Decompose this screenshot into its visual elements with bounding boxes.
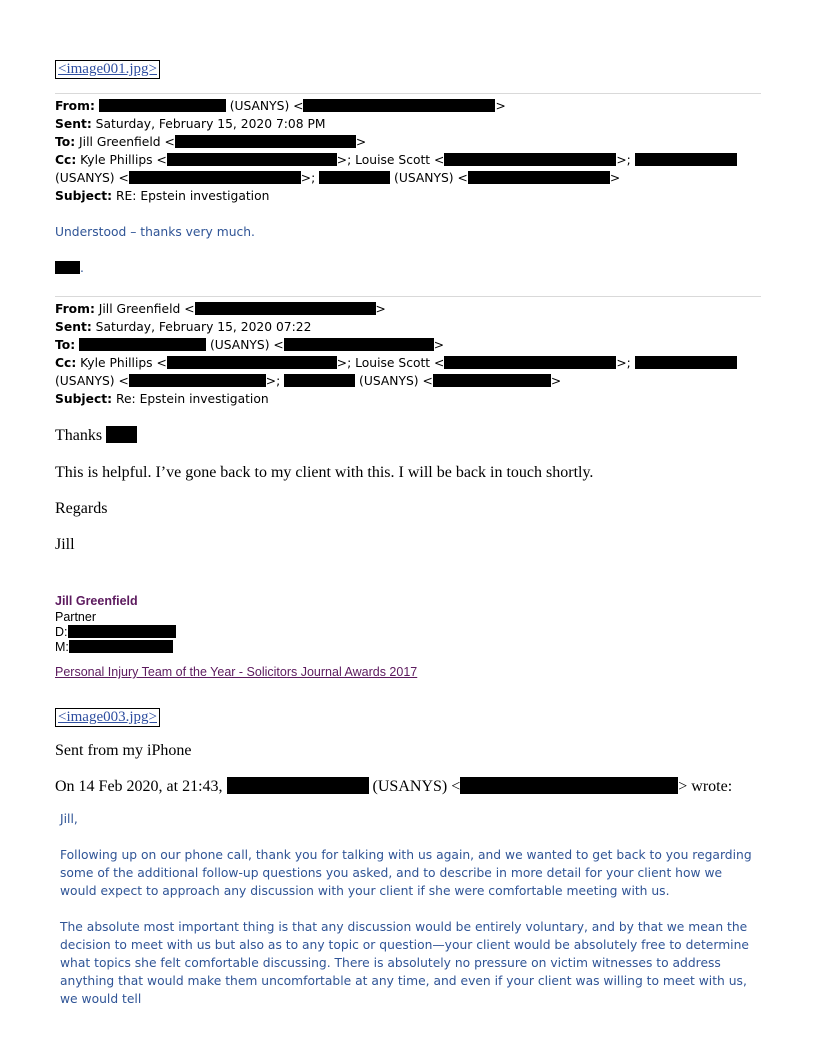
sent-value: Saturday, February 15, 2020 7:08 PM xyxy=(91,117,326,131)
redaction xyxy=(99,99,226,112)
cc-text: >; xyxy=(616,356,635,370)
email2-to-line xyxy=(55,336,444,354)
quoted-salutation: Jill, xyxy=(60,812,78,826)
greeting-text: Thanks xyxy=(55,427,107,444)
to-org: (USANYS) < xyxy=(206,338,284,352)
redaction xyxy=(319,171,390,184)
email1-cc-line-2 xyxy=(55,169,620,187)
cc-text: (USANYS) < xyxy=(355,374,433,388)
redaction xyxy=(79,338,206,351)
signoff-suffix: . xyxy=(80,261,84,275)
award-link[interactable]: Personal Injury Team of the Year - Solicitors Journal Awards 2017 xyxy=(55,665,418,679)
cc-text: >; xyxy=(265,374,285,388)
email1-cc-line xyxy=(55,151,737,169)
email1-body: Understood – thanks very much. xyxy=(55,225,255,239)
attachment-image003-link[interactable]: <image003.jpg> xyxy=(55,708,160,727)
redaction xyxy=(55,261,80,274)
to-label: To: xyxy=(55,135,76,149)
direct-label: D: xyxy=(55,625,68,639)
subject-label: Subject: xyxy=(55,189,113,203)
subject-value: RE: Epstein investigation xyxy=(112,189,270,203)
header-divider xyxy=(55,296,761,297)
sent-label: Sent: xyxy=(55,117,92,131)
redaction xyxy=(167,356,337,369)
to-close: > xyxy=(433,338,445,352)
signature-mobile-line xyxy=(55,640,173,655)
redaction xyxy=(129,171,301,184)
sent-from-iphone: Sent from my iPhone xyxy=(55,742,192,759)
cc-text: >; Louise Scott < xyxy=(336,356,445,370)
subject-value: Re: Epstein investigation xyxy=(112,392,269,406)
redaction xyxy=(635,153,737,166)
cc-text: (USANYS) < xyxy=(55,374,129,388)
quoted-intro-suffix: > wrote: xyxy=(678,778,733,795)
cc-label: Cc: xyxy=(55,153,77,167)
redaction xyxy=(129,374,266,387)
redaction xyxy=(195,302,376,315)
email2-sent-line xyxy=(55,318,311,336)
email1-sent-line xyxy=(55,115,326,133)
quoted-intro-line xyxy=(55,777,732,796)
from-close: > xyxy=(375,302,386,316)
cc-text: >; Louise Scott < xyxy=(336,153,445,167)
signature-direct-line xyxy=(55,625,176,640)
email2-cc-line xyxy=(55,354,737,372)
redaction xyxy=(68,625,176,638)
cc-label: Cc: xyxy=(55,356,77,370)
from-org: (USANYS) < xyxy=(225,99,304,113)
cc-text: >; xyxy=(616,153,635,167)
quoted-paragraph-1: Following up on our phone call, thank you for talking with us again, and we wanted to get back to you regarding some of the additional follow-up questions you asked, and to describe in more detail for your client how we would expect to approach any discussion with your client if she were comfortable meeting with us. xyxy=(60,848,752,898)
header-divider xyxy=(55,93,761,94)
cc-text: (USANYS) < xyxy=(55,171,129,185)
redaction xyxy=(444,153,616,166)
email2-body: This is helpful. I’ve gone back to my client with this. I will be back in touch shortly. xyxy=(55,464,594,481)
signature-title: Partner xyxy=(55,610,96,624)
email1-from-line xyxy=(55,97,506,115)
redaction xyxy=(227,777,369,794)
email1-signoff xyxy=(55,259,84,277)
quoted-intro-prefix: On 14 Feb 2020, at 21:43, xyxy=(55,778,227,795)
from-close: > xyxy=(495,99,506,113)
mobile-label: M: xyxy=(55,640,69,654)
cc-text: >; xyxy=(300,171,320,185)
from-label: From: xyxy=(55,99,95,113)
redaction xyxy=(106,426,137,443)
redaction xyxy=(69,640,173,653)
email2-regards: Regards xyxy=(55,500,108,517)
cc-text: Kyle Phillips < xyxy=(76,153,167,167)
subject-label: Subject: xyxy=(55,392,113,406)
email2-greeting xyxy=(55,426,137,445)
redaction xyxy=(444,356,616,369)
email2-cc-line-2 xyxy=(55,372,561,390)
quoted-intro-org: (USANYS) < xyxy=(368,778,461,795)
redaction xyxy=(175,135,356,148)
email1-to-line xyxy=(55,133,366,151)
redaction xyxy=(167,153,337,166)
cc-text: (USANYS) < xyxy=(390,171,468,185)
email1-subject-line xyxy=(55,187,269,205)
sent-value: Saturday, February 15, 2020 07:22 xyxy=(91,320,312,334)
redaction xyxy=(635,356,737,369)
quoted-paragraph-2: The absolute most important thing is that any discussion would be entirely voluntary, and by that we mean the decision to meet with us but also as to any topic or question—your client would be absolutely free to determine what topics she felt comfortable discussing. There is absolutely no pressure on victim witnesses to address anything that would make them uncomfortable at any time, and even if your client was willing to meet with us, we would tell xyxy=(60,920,749,1006)
signature-name: Jill Greenfield xyxy=(55,594,138,608)
redaction xyxy=(468,171,610,184)
to-value: Jill Greenfield < xyxy=(75,135,175,149)
to-label: To: xyxy=(55,338,76,352)
email2-subject-line xyxy=(55,390,269,408)
redaction xyxy=(433,374,551,387)
cc-text: > xyxy=(550,374,562,388)
cc-text: Kyle Phillips < xyxy=(76,356,167,370)
email2-name: Jill xyxy=(55,536,75,553)
sent-label: Sent: xyxy=(55,320,92,334)
cc-text: > xyxy=(609,171,621,185)
from-value: Jill Greenfield < xyxy=(94,302,195,316)
redaction xyxy=(460,777,678,794)
redaction xyxy=(284,338,434,351)
redaction xyxy=(284,374,355,387)
to-close: > xyxy=(355,135,367,149)
attachment-image001-link[interactable]: <image001.jpg> xyxy=(55,60,160,79)
from-label: From: xyxy=(55,302,95,316)
redaction xyxy=(303,99,495,112)
email2-from-line xyxy=(55,300,386,318)
